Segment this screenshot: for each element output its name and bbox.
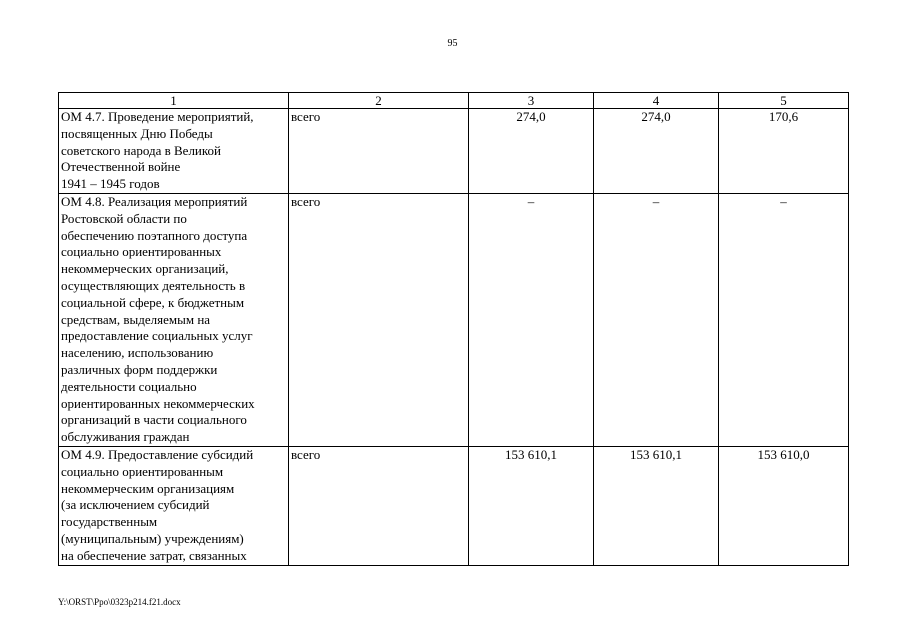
row-name-line: осуществляющих деятельность в [61, 277, 246, 293]
table-header-row [59, 93, 849, 109]
row-name-line: деятельности социально [61, 378, 197, 394]
table-row [59, 193, 849, 446]
row-name-line: организаций в части социального [61, 412, 247, 428]
row-kind-cell: всего [289, 446, 469, 565]
row-value-col-4: 274,0 [594, 109, 719, 194]
row-name-cell [59, 193, 289, 446]
page-number: 95 [447, 38, 458, 49]
row-name-line: предоставление социальных услуг [61, 328, 253, 344]
row-name-line: некоммерческим организациям [61, 480, 235, 496]
row-value-col-4: – [594, 193, 719, 446]
row-name-line: средствам, выделяемым на [61, 311, 211, 327]
row-name-line: советского народа в Великой [61, 142, 221, 158]
row-value-col-5: 153 610,0 [719, 446, 849, 565]
row-name-line: (муниципальным) учреждениям) [61, 530, 244, 546]
row-name-line: различных форм поддержки [61, 361, 218, 377]
row-name-line: на обеспечение затрат, связанных [61, 547, 247, 563]
header-col-4: 4 [594, 93, 719, 109]
document-file-path: Y:\ORST\Ppo\0323p214.f21.docx [58, 597, 181, 607]
header-col-3: 3 [469, 93, 594, 109]
row-name-line: некоммерческих организаций, [61, 261, 229, 277]
row-name-line: Ростовской области по [61, 210, 187, 226]
row-name-line: ОМ 4.7. Проведение мероприятий, [61, 109, 254, 124]
row-name-line: Отечественной войне [61, 159, 181, 175]
budget-table [58, 92, 849, 566]
row-name-line: населению, использованию [61, 345, 214, 361]
row-name-line: (за исключением субсидий [61, 497, 210, 513]
row-kind-cell: всего [289, 109, 469, 194]
row-value-col-3: 274,0 [469, 109, 594, 194]
row-name-line: ОМ 4.9. Предоставление субсидий [61, 446, 254, 462]
row-value-col-5: – [719, 193, 849, 446]
row-name-line: обслуживания граждан [61, 429, 190, 445]
row-name-line: 1941 – 1945 годов [61, 176, 160, 192]
row-value-col-3: – [469, 193, 594, 446]
row-name-line: ОМ 4.8. Реализация мероприятий [61, 193, 248, 209]
row-name-line: государственным [61, 514, 158, 530]
row-value-col-3: 153 610,1 [469, 446, 594, 565]
row-name-line: социально ориентированных [61, 244, 222, 260]
row-name-line: ориентированных некоммерческих [61, 395, 255, 411]
header-col-5: 5 [719, 93, 849, 109]
table-row [59, 446, 849, 565]
table-row [59, 109, 849, 194]
row-name-cell [59, 109, 289, 194]
row-name-line: обеспечению поэтапного доступа [61, 227, 248, 243]
row-value-col-4: 153 610,1 [594, 446, 719, 565]
row-name-line: социально ориентированным [61, 463, 224, 479]
header-col-2: 2 [289, 93, 469, 109]
header-col-1: 1 [59, 93, 289, 109]
row-kind-cell: всего [289, 193, 469, 446]
row-value-col-5: 170,6 [719, 109, 849, 194]
row-name-cell [59, 446, 289, 565]
row-name-line: социальной сфере, к бюджетным [61, 294, 245, 310]
row-name-line: посвященных Дню Победы [61, 125, 213, 141]
